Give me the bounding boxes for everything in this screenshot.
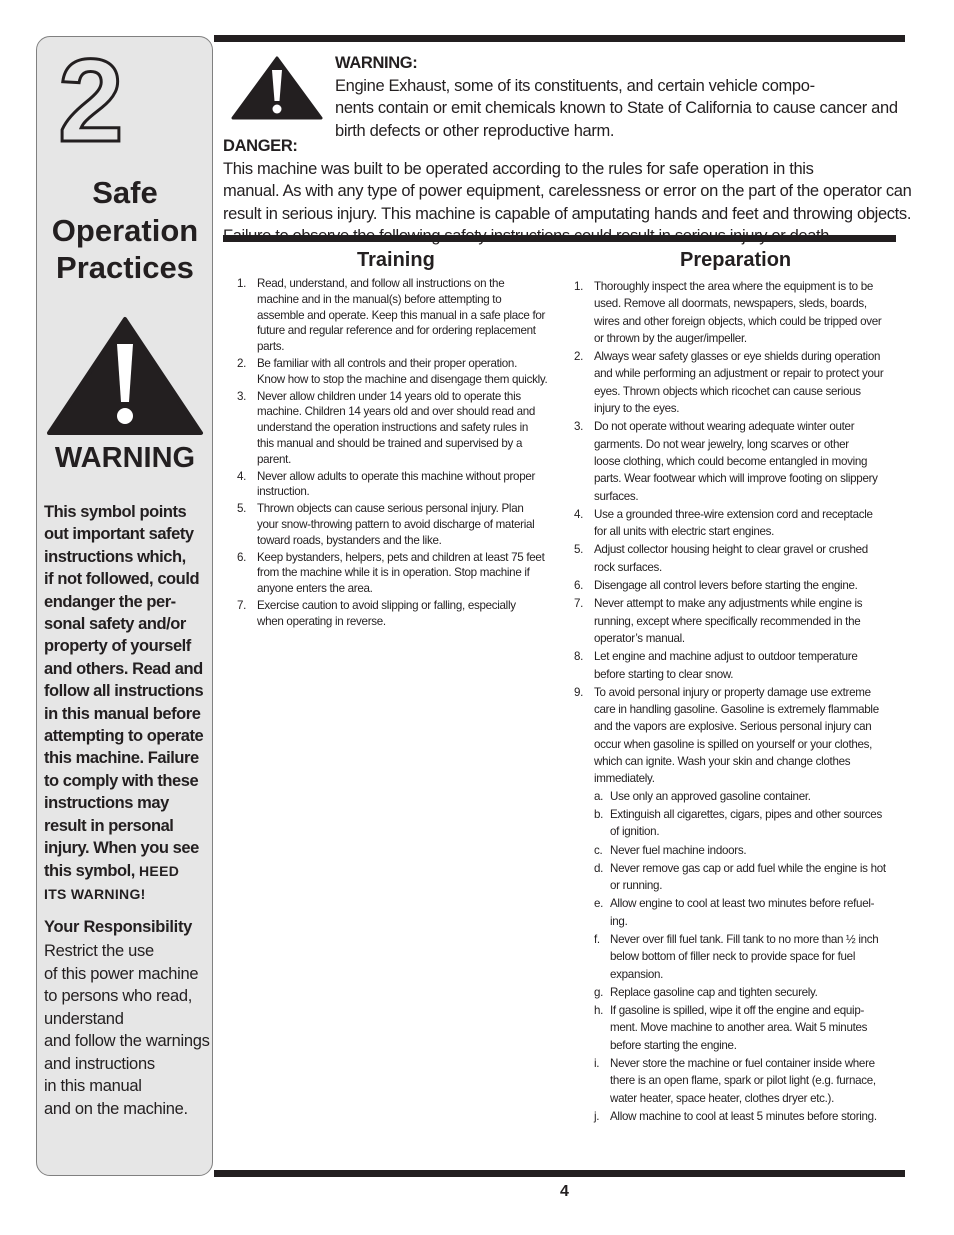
training-list	[237, 276, 567, 631]
gasoline-subitem	[594, 842, 909, 859]
item-line: and the vapors are explosive. Serious personal injury can	[594, 720, 872, 734]
item-line: Keep bystanders, helpers, pets and children at least 75 feet	[257, 550, 545, 564]
gasoline-subitem	[594, 860, 909, 895]
item-line: machine and in the manual(s) before attempting to	[257, 292, 502, 306]
preparation-list	[574, 278, 909, 1126]
responsibility-heading: Your Responsibility	[44, 918, 193, 936]
training-item	[237, 598, 567, 630]
section-title-line: Safe	[92, 175, 158, 210]
responsibility-line: Restrict the use	[44, 942, 154, 960]
item-line: your snow-throwing pattern to avoid discharge of material	[257, 517, 535, 531]
item-line: Thrown objects can cause serious personal injury. Plan	[257, 502, 524, 516]
item-line: Know how to stop the machine and disengage them quickly.	[257, 372, 548, 386]
training-item	[237, 276, 567, 355]
subitem-letter: f.	[594, 932, 600, 946]
symbol-text-line: follow all instructions	[44, 682, 204, 701]
danger-line: manual. As with any type of power equipment, carelessness or error on the part of the operator can	[223, 182, 912, 200]
item-line: ment. Move machine to another area. Wait 5 minutes	[610, 1021, 868, 1035]
subitem-letter: g.	[594, 985, 604, 999]
item-line: Always wear safety glasses or eye shields during operation	[594, 350, 881, 364]
item-number: 2.	[237, 356, 247, 370]
item-line: before starting the engine.	[610, 1038, 737, 1052]
item-number: 3.	[574, 420, 584, 434]
training-item	[237, 469, 567, 501]
item-line: Exercise caution to avoid slipping or falling, especially	[257, 598, 516, 612]
responsibility-line: and follow the warnings	[44, 1032, 210, 1050]
item-line: water heater, space heater, clothes dryer etc.).	[610, 1091, 835, 1105]
item-number: 3.	[237, 389, 247, 403]
item-line: eyes. Thrown objects which ricochet can cause serious	[594, 384, 861, 398]
section-title-line: Practices	[56, 250, 194, 285]
symbol-text-line: instructions may	[44, 794, 169, 813]
preparation-item	[574, 278, 909, 347]
item-line: Do not operate without wearing adequate winter outer	[594, 420, 855, 434]
warning-label: WARNING:	[335, 54, 418, 72]
danger-line-text: This machine was built to be operated according to the rules for safe operation in this	[223, 159, 814, 178]
item-line: or running.	[610, 879, 663, 893]
item-number: 1.	[237, 277, 247, 290]
responsibility-line: and on the machine.	[44, 1099, 188, 1118]
symbol-text-line: to comply with these	[44, 771, 199, 790]
item-line: parent.	[257, 452, 291, 466]
responsibility-line: to persons who read,	[44, 987, 193, 1005]
training-heading: Training	[357, 249, 435, 271]
item-line: rock surfaces.	[594, 560, 662, 574]
training-item	[237, 550, 567, 597]
item-line: ing.	[610, 914, 628, 928]
preparation-item	[574, 418, 909, 504]
item-line: from the machine while it is in operation. Stop machine if	[257, 566, 530, 580]
item-line: anyone enters the area.	[257, 582, 373, 596]
subitem-letter: c.	[594, 843, 603, 857]
preparation-item	[574, 506, 909, 541]
gasoline-subitem	[594, 788, 909, 805]
subitem-letter: j.	[594, 1109, 600, 1123]
responsibility-line: in this manual	[44, 1077, 142, 1095]
item-number: 6.	[237, 550, 247, 564]
subitem-letter: h.	[594, 1004, 604, 1018]
symbol-explanation	[44, 501, 209, 905]
item-line: expansion.	[610, 967, 664, 981]
item-number: 5.	[574, 543, 584, 557]
item-line: Allow machine to cool at least 5 minutes before storing.	[610, 1109, 877, 1123]
item-line: Never allow children under 14 years old to operate this	[257, 389, 521, 403]
danger-notice	[223, 135, 912, 248]
gasoline-subitem	[594, 931, 909, 983]
symbol-text-line: This symbol points	[44, 503, 187, 521]
gasoline-subitem	[594, 1002, 909, 1054]
item-line: Never fuel machine indoors.	[610, 843, 747, 857]
item-line: before starting to clear snow.	[594, 667, 734, 681]
item-line: Read, understand, and follow all instructions on the	[257, 277, 505, 290]
item-line: future and regular reference and for ordering replacement	[257, 324, 536, 338]
item-line: used. Remove all doormats, newspapers, sleds, boards,	[594, 297, 867, 311]
gasoline-subitem	[594, 984, 909, 1001]
item-line: and while performing an adjustment or repair to protect your	[594, 367, 884, 381]
warning-triangle-icon	[231, 56, 323, 120]
item-line: injury to the eyes.	[594, 402, 680, 416]
symbol-text-line: injury. When you see	[44, 839, 199, 858]
symbol-text-line: property of yourself	[44, 637, 191, 656]
item-number: 1.	[574, 280, 584, 293]
item-line: To avoid personal injury or property damage use extreme	[594, 685, 871, 699]
responsibility-line: of this power machine	[44, 964, 199, 983]
item-line: toward roads, bystanders and the like.	[257, 533, 442, 547]
item-line: understand the operation instructions and safety rules in	[257, 421, 528, 435]
item-line: Never remove gas cap or add fuel while the engine is hot	[610, 861, 886, 875]
subitem-letter: e.	[594, 897, 604, 911]
danger-line: result in serious injury. This machine is capable of amputating hands and feet and throwing objects.	[223, 204, 912, 223]
item-line: occur when gasoline is spilled on yourself or your clothes,	[594, 737, 873, 751]
responsibility-line: and instructions	[44, 1054, 155, 1073]
symbol-text-line: result in personal	[44, 816, 174, 835]
item-line: parts.	[257, 340, 285, 354]
symbol-text-line	[44, 860, 209, 882]
item-line: assemble and operate. Keep this manual in a safe place for	[257, 308, 546, 322]
item-line: If gasoline is spilled, wipe it off the engine and equip-	[610, 1004, 865, 1018]
item-line: instruction.	[257, 485, 310, 499]
item-line: Be familiar with all controls and their proper operation.	[257, 356, 518, 370]
item-line: Replace gasoline cap and tighten securely.	[610, 985, 818, 999]
item-number: 4.	[574, 507, 584, 521]
subitem-letter: d.	[594, 861, 604, 875]
item-line: garments. Do not wear jewelry, long scarves or other	[594, 437, 849, 451]
item-line: Thoroughly inspect the area where the equipment is to be	[594, 280, 874, 293]
preparation-heading: Preparation	[680, 249, 792, 271]
item-line: Adjust collector housing height to clear gravel or crushed	[594, 543, 868, 557]
item-line: machine. Children 14 years old and over should read and	[257, 405, 536, 419]
warning-line	[335, 52, 900, 97]
item-line: Never store the machine or fuel container inside where	[610, 1057, 875, 1071]
preparation-item	[574, 577, 909, 594]
responsibility-line: understand	[44, 1009, 124, 1028]
heed-text: HEED	[139, 862, 180, 879]
item-line: Never allow adults to operate this machine without proper	[257, 469, 536, 483]
symbol-text-line: this symbol,	[44, 861, 140, 880]
gasoline-subitem	[594, 1055, 909, 1107]
symbol-text-line: endanger the per-	[44, 592, 176, 611]
top-rule	[214, 35, 905, 42]
item-number: 5.	[237, 502, 247, 516]
item-line: there is an open flame, spark or pilot light (e.g. furnace,	[610, 1074, 876, 1088]
item-line: surfaces.	[594, 489, 639, 503]
item-number: 9.	[574, 685, 584, 699]
gasoline-subitem	[594, 895, 909, 930]
item-line: which can ignite. Wash your skin and change clothes	[594, 755, 851, 769]
warning-triangle-icon	[46, 316, 204, 436]
preparation-item	[574, 684, 909, 1125]
symbol-text-line: and others. Read and	[44, 659, 203, 678]
danger-label: DANGER:	[223, 137, 298, 155]
item-line: parts. Wear footwear which will improve footing on slippery	[594, 472, 878, 486]
warning-heading: WARNING	[54, 442, 196, 474]
item-line: running, except where specifically recommended in the	[594, 614, 861, 628]
item-line: of ignition.	[610, 825, 660, 839]
section-title	[40, 174, 210, 287]
item-line: Allow engine to cool at least two minutes before refuel-	[610, 897, 875, 911]
item-line: wires and other foreign objects, which could be tripped over	[594, 314, 882, 328]
item-number: 7.	[237, 598, 247, 612]
item-line: Never over fill fuel tank. Fill tank to no more than ½ inch	[610, 932, 879, 946]
training-item	[237, 356, 567, 388]
symbol-text-line: attempting to operate	[44, 727, 204, 746]
gasoline-sublist	[594, 788, 909, 1126]
item-line: Use only an approved gasoline container.	[610, 789, 811, 803]
danger-line	[223, 135, 903, 180]
item-line: loose clothing, which could become entangled in moving	[594, 454, 868, 468]
item-line: when operating in reverse.	[257, 614, 386, 628]
item-line: below bottom of filler neck to provide space for fuel	[610, 950, 856, 964]
gasoline-subitem	[594, 1108, 909, 1125]
item-line: Never attempt to make any adjustments while engine is	[594, 597, 863, 611]
section-title-line: Operation	[51, 212, 199, 248]
symbol-text-line: in this manual before	[44, 704, 201, 723]
training-item	[237, 389, 567, 468]
preparation-item	[574, 648, 909, 683]
subitem-letter: a.	[594, 789, 604, 803]
item-number: 8.	[574, 650, 584, 664]
symbol-text-line: if not followed, could	[44, 570, 200, 589]
item-number: 2.	[574, 350, 584, 364]
item-number: 4.	[237, 469, 247, 483]
item-line: operator’s manual.	[594, 631, 685, 645]
item-line: this manual and should be trained and supervised by a	[257, 436, 523, 450]
california-warning	[335, 52, 900, 142]
item-line: Disengage all control levers before starting the engine.	[594, 579, 858, 593]
gasoline-subitem	[594, 806, 909, 841]
responsibility-text	[44, 940, 212, 1120]
subitem-letter: b.	[594, 807, 604, 821]
symbol-text-line: out important safety	[44, 525, 194, 544]
page-number: 4	[560, 1183, 569, 1200]
warning-line-text: Engine Exhaust, some of its constituents, and certain vehicle compo-	[335, 76, 815, 95]
item-line: immediately.	[594, 772, 655, 786]
item-line: for all units with electric start engines.	[594, 525, 775, 539]
heed-text: ITS WARNING!	[44, 885, 146, 902]
danger-line: Failure to observe the following safety instructions could result in serious injury or death.	[223, 227, 834, 245]
item-number: 6.	[574, 579, 584, 593]
symbol-text-line: this machine. Failure	[44, 749, 199, 768]
item-line: or thrown by the auger/impeller.	[594, 331, 747, 345]
preparation-item	[574, 595, 909, 647]
symbol-text-line: sonal safety and/or	[44, 615, 186, 634]
item-line: Use a grounded three-wire extension cord and receptacle	[594, 507, 873, 521]
chapter-number: 2	[58, 35, 122, 167]
item-number: 7.	[574, 597, 584, 611]
preparation-item	[574, 348, 909, 417]
warning-line: nents contain or emit chemicals known to State of California to cause cancer and	[335, 99, 898, 117]
bottom-rule	[214, 1170, 905, 1177]
symbol-text-line: instructions which,	[44, 547, 186, 566]
item-line: care in handling gasoline. Gasoline is extremely flammable	[594, 703, 879, 717]
item-line: Let engine and machine adjust to outdoor temperature	[594, 650, 858, 664]
preparation-item	[574, 541, 909, 576]
subitem-letter: i.	[594, 1057, 600, 1071]
warning-line: birth defects or other reproductive harm.	[335, 121, 615, 140]
training-item	[237, 501, 567, 548]
item-line: Extinguish all cigarettes, cigars, pipes and other sources	[610, 807, 882, 821]
